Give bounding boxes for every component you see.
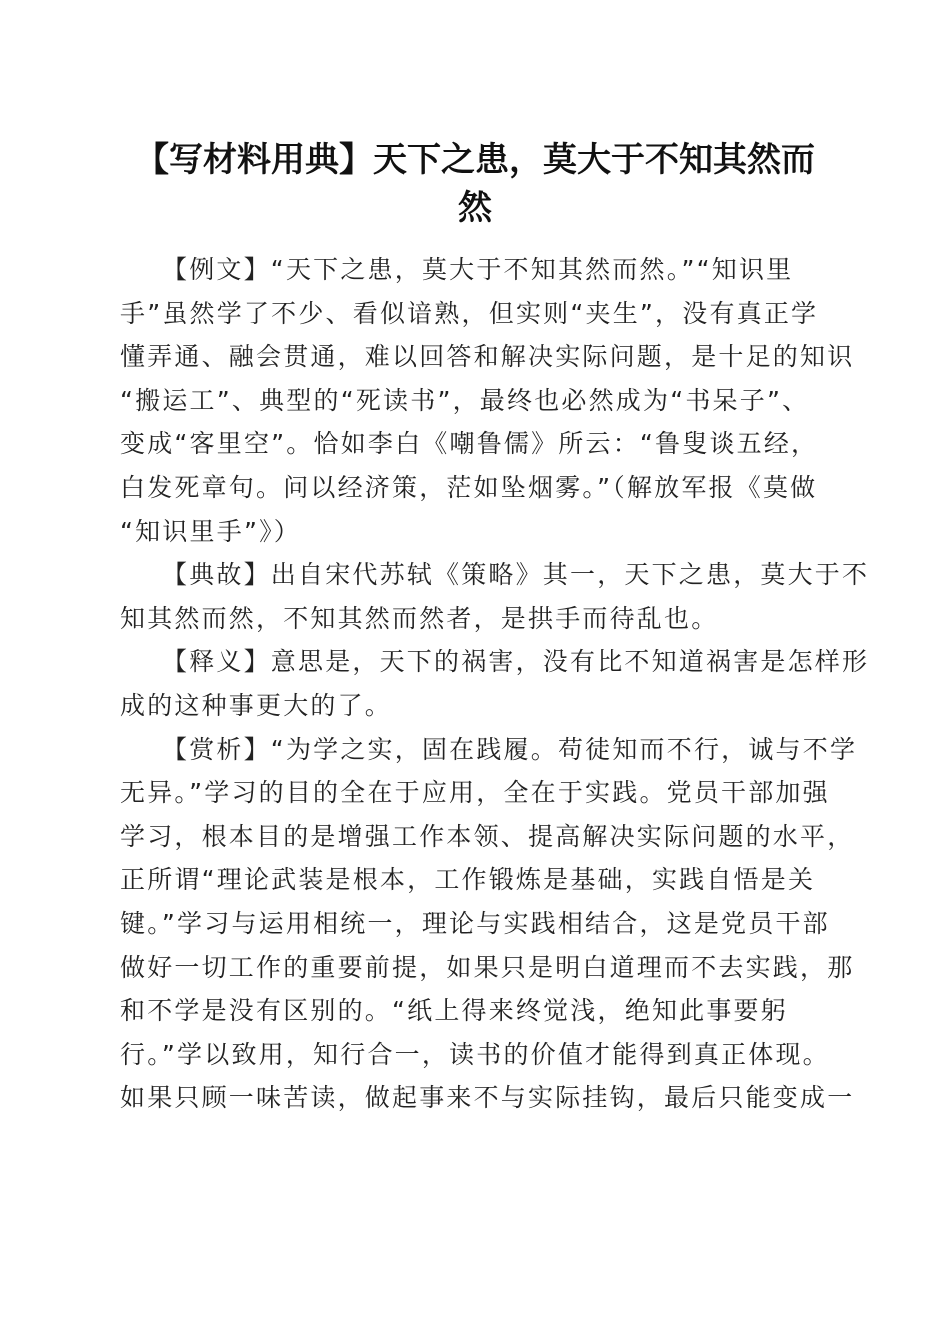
paragraph-example: [120, 248, 855, 553]
text-line: 变成“客里空”。恰如李白《嘲鲁儒》所云：“鲁叟谈五经，: [120, 429, 819, 459]
text-line: 【典故】出自宋代苏轼《策略》其一，天下之患，莫大于不: [162, 560, 870, 590]
text-line: “知识里手”》）: [120, 516, 302, 546]
text-line: 学习，根本目的是增强工作本领、提高解决实际问题的水平，: [120, 821, 855, 851]
text-line: 和不学是没有区别的。“纸上得来终觉浅，绝知此事要躬: [120, 996, 788, 1026]
text-line: 白发死章句。问以经济策，茫如坠烟雾。”（解放军报《莫做: [120, 472, 818, 502]
paragraph-allusion: [120, 553, 870, 640]
text-line: 做好一切工作的重要前提，如果只是明白道理而不去实践，那: [120, 952, 855, 982]
title-line: 【写材料用典】天下之患，莫大于不知其然而: [135, 140, 815, 180]
text-line: 行。”学以致用，知行合一，读书的价值才能得到真正体现。: [120, 1039, 830, 1069]
text-line: 知其然而然，不知其然而然者，是拱手而待乱也。: [120, 603, 719, 633]
text-line: 成的这种事更大的了。: [120, 690, 393, 720]
document-title: [110, 136, 840, 232]
text-line: 【例文】“天下之患，莫大于不知其然而然。”“知识里: [162, 255, 794, 284]
paragraph-appreciation: [120, 728, 858, 1120]
text-line: 无异。”学习的目的全在于应用，全在于实践。党员干部加强: [120, 778, 830, 808]
text-line: 如果只顾一味苦读，做起事来不与实际挂钩，最后只能变成一: [120, 1083, 855, 1113]
text-line: 正所谓“理论武装是根本，工作锻炼是基础，实践自悟是关: [120, 865, 816, 895]
text-line: 【赏析】“为学之实，固在践履。苟徒知而不行，诚与不学: [162, 734, 858, 764]
text-line: “搬运工”、典型的“死读书”，最终也必然成为“书呆子”、: [120, 385, 810, 415]
text-line: 懂弄通、融会贯通，难以回答和解决实际问题，是十足的知识: [120, 342, 855, 372]
document-body: [120, 248, 870, 1120]
text-line: 键。”学习与运用相统一，理论与实践相结合，这是党员干部: [120, 908, 830, 938]
text-line: 【释义】意思是，天下的祸害，没有比不知道祸害是怎样形: [162, 647, 870, 677]
title-line: 然: [458, 188, 492, 228]
paragraph-interpretation: [120, 640, 870, 727]
text-line: 手”虽然学了不少、看似谙熟，但实则“夹生”，没有真正学: [120, 298, 819, 328]
